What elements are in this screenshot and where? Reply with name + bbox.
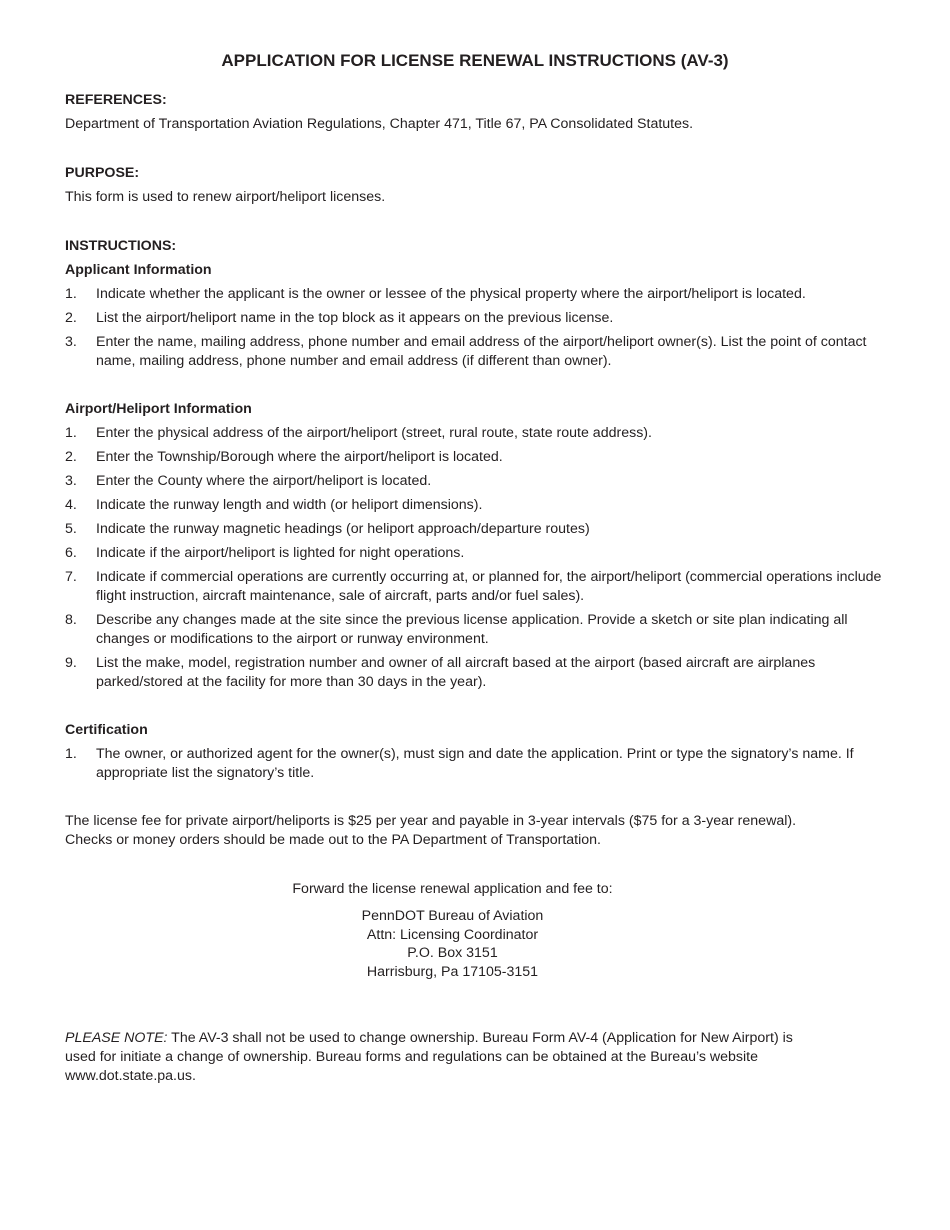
list-item-number: 6. <box>65 545 77 561</box>
please-note-label: PLEASE NOTE: <box>65 1030 168 1046</box>
list-item-number: 5. <box>65 521 77 537</box>
list-item-text: Enter the Township/Borough where the airport/heliport is located. <box>96 449 503 465</box>
list-item-text: Indicate whether the applicant is the owner or lessee of the physical property where the airport/heliport is located. <box>96 286 806 302</box>
fee-paragraph <box>65 812 885 850</box>
airport-info-heading: Airport/Heliport Information <box>65 401 252 417</box>
list-item-text: Indicate if commercial operations are currently occurring at, or planned for, the airport/heliport (commercial operations include flight instruction, aircraft maintenance, sale of aircraft, parts and/or fuel sales). <box>96 569 882 604</box>
list-item-text: Indicate the runway length and width (or heliport dimensions). <box>96 497 483 513</box>
list-item <box>65 448 885 467</box>
instructions-heading: INSTRUCTIONS: <box>65 238 177 254</box>
certification-list <box>65 745 885 783</box>
applicant-info-heading: Applicant Information <box>65 262 212 278</box>
forward-intro: Forward the license renewal application and fee to: <box>292 881 613 897</box>
list-item <box>65 568 885 606</box>
list-item <box>65 520 885 539</box>
list-item-number: 1. <box>65 425 77 441</box>
address-line: Harrisburg, Pa 17105-3151 <box>366 963 539 980</box>
mailing-address <box>20 907 885 981</box>
list-item-text: Indicate if the airport/heliport is lighted for night operations. <box>96 545 465 561</box>
page-title: APPLICATION FOR LICENSE RENEWAL INSTRUCTIONS (AV-3) <box>221 51 729 70</box>
list-item-text: List the airport/heliport name in the top block as it appears on the previous license. <box>96 310 614 326</box>
list-item <box>65 285 885 304</box>
please-note <box>65 1029 825 1086</box>
list-item-text: The owner, or authorized agent for the owner(s), must sign and date the application. Print or type the signatory’s name. If appropriate list the signatory’s title. <box>96 746 854 781</box>
list-item <box>65 424 885 443</box>
list-item <box>65 496 885 515</box>
forward-block <box>20 880 885 981</box>
list-item-number: 9. <box>65 655 77 671</box>
list-item <box>65 544 885 563</box>
list-item-text: List the make, model, registration number and owner of all aircraft based at the airport (based aircraft are airplanes parked/stored at the facility for more than 30 days in the year). <box>96 655 816 690</box>
list-item-text: Describe any changes made at the site since the previous license application. Provide a sketch or site plan indicating all changes or modifications to the airport or runway environment. <box>96 612 848 647</box>
references-text: Department of Transportation Aviation Regulations, Chapter 471, Title 67, PA Consolidated Statutes. <box>65 116 694 132</box>
purpose-text: This form is used to renew airport/heliport licenses. <box>65 189 386 205</box>
purpose-heading: PURPOSE: <box>65 165 140 181</box>
airport-info-list <box>65 424 885 692</box>
references-heading: REFERENCES: <box>65 92 167 108</box>
list-item-number: 2. <box>65 310 77 326</box>
list-item <box>65 309 885 328</box>
please-note-text: The AV-3 shall not be used to change ownership. Bureau Form AV-4 (Application for New Airport) is used for initiate a change of ownership. Bureau forms and regulations can be obtained at the Bureau’s website www.dot.state.pa.us. <box>65 1030 793 1084</box>
list-item <box>65 333 885 371</box>
list-item-number: 7. <box>65 569 77 585</box>
address-line: Attn: Licensing Coordinator <box>366 926 539 943</box>
list-item-text: Enter the physical address of the airport/heliport (street, rural route, state route address). <box>96 425 652 441</box>
fee-line-1: The license fee for private airport/heliports is $25 per year and payable in 3-year intervals ($75 for a 3-year renewal). <box>65 813 797 829</box>
list-item <box>65 745 885 783</box>
list-item <box>65 611 885 649</box>
list-item-number: 3. <box>65 473 77 489</box>
list-item-number: 4. <box>65 497 77 513</box>
address-line: P.O. Box 3151 <box>407 945 498 961</box>
list-item <box>65 472 885 491</box>
list-item-number: 8. <box>65 612 77 628</box>
list-item-text: Enter the County where the airport/heliport is located. <box>96 473 432 489</box>
fee-line-2: Checks or money orders should be made out to the PA Department of Transportation. <box>65 832 601 848</box>
list-item-text: Indicate the runway magnetic headings (or heliport approach/departure routes) <box>96 521 590 537</box>
list-item-number: 1. <box>65 286 77 302</box>
list-item-number: 3. <box>65 334 77 350</box>
address-line: PennDOT Bureau of Aviation <box>361 908 544 924</box>
applicant-info-list <box>65 285 885 371</box>
list-item-number: 2. <box>65 449 77 465</box>
list-item-number: 1. <box>65 746 77 762</box>
list-item <box>65 654 885 692</box>
list-item-text: Enter the name, mailing address, phone number and email address of the airport/heliport owner(s). List the point of contact name, mailing address, phone number and email address (if different than owner). <box>96 334 867 369</box>
document-page <box>65 50 885 1086</box>
certification-heading: Certification <box>65 722 148 738</box>
